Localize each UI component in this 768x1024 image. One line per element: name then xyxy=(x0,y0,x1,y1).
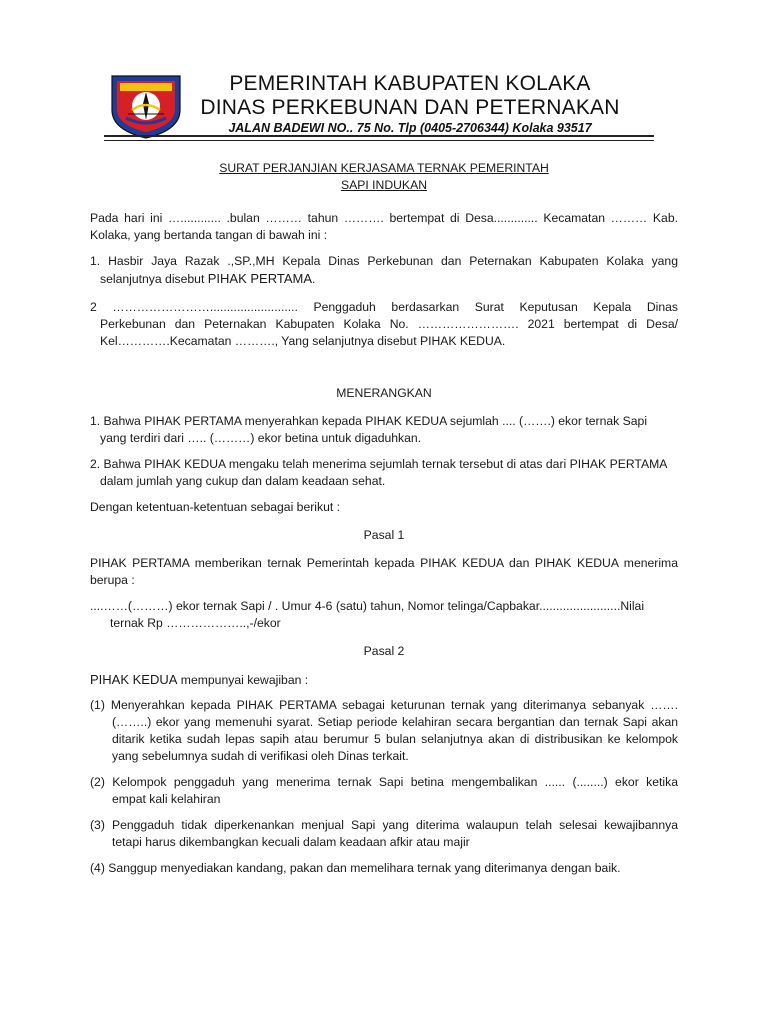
agreement-document xyxy=(90,160,678,877)
pasal-1-line-4: ternak Rp ………………..,-/ekor xyxy=(110,616,281,630)
party-two-line-2: Perkebunan dan Peternakan Kabupaten Kolaka No. ……………………. 2021 bertempat di Desa/ xyxy=(100,317,678,331)
pasal-1-line-2: berupa : xyxy=(90,573,135,587)
obligation-1-line-3: ditarik ketika sudah lepas sapih atau berumur 5 bulan selanjutnya akan di distribusikan ke kelompok xyxy=(112,732,678,746)
header-rule-thin xyxy=(104,140,654,141)
party-one-line-2 xyxy=(90,270,678,288)
obligation-1-line-1: (1) Menyerahkan kepada PIHAK PERTAMA sebagai keturunan ternak yang diterimanya sebanyak ……. xyxy=(90,698,678,712)
obligation-2-line-2: empat kali kelahiran xyxy=(112,792,221,806)
intro-line-1: Pada hari ini …............ .bulan ……… tahun ………. bertempat di Desa............. Kecamatan ……… Kab. xyxy=(90,211,678,225)
government-name: PEMERINTAH KABUPATEN KOLAKA xyxy=(229,72,591,95)
section-menerangkan-heading: MENERANGKAN xyxy=(336,386,432,400)
department-name: DINAS PERKEBUNAN DAN PETERNAKAN xyxy=(200,96,620,119)
obligation-1-line-4: yang sebelumnya sudah di verifikasi oleh Dinas terkait. xyxy=(112,749,409,763)
obligations-intro xyxy=(90,671,678,689)
party-two-line-3: Kel………….Kecamatan ………., Yang selanjutnya disebut PIHAK KEDUA. xyxy=(100,334,506,348)
party-one-label: PIHAK PERTAMA xyxy=(207,271,313,286)
header-rule-thick xyxy=(104,135,654,137)
statement-two-line-2: dalam jumlah yang cukup dan dalam keadaan sehat. xyxy=(100,474,386,488)
obligation-4: (4) Sanggup menyediakan kandang, pakan dan memelihara ternak yang diterimanya dengan baik. xyxy=(90,861,621,875)
statement-one-line-1: 1. Bahwa PIHAK PERTAMA menyerahkan kepada PIHAK KEDUA sejumlah .... (…….) ekor ternak Sapi xyxy=(90,414,648,428)
obligation-3-line-1: (3) Penggaduh tidak diperkenankan menjual Sapi yang diterima walaupun telah selesai kewajibannya xyxy=(90,818,678,832)
obligations-intro-text: mempunyai kewajiban : xyxy=(177,673,309,687)
obligations-party-label: PIHAK KEDUA xyxy=(90,672,178,687)
department-address: JALAN BADEWI NO.. 75 No. Tlp (0405-2706344) Kolaka 93517 xyxy=(228,121,592,135)
statement-one-line-2: yang terdiri dari ….. (………) ekor betina untuk digaduhkan. xyxy=(100,431,422,445)
pasal-1-line-3: ....……(………) ekor ternak Sapi / . Umur 4-6 (satu) tahun, Nomor telinga/Capbakar........................Nilai xyxy=(90,599,645,613)
party-one-line-1: 1. Hasbir Jaya Razak .,SP.,MH Kepala Dinas Perkebunan dan Peternakan Kabupaten Kolaka yang xyxy=(90,254,678,268)
document-title: SURAT PERJANJIAN KERJASAMA TERNAK PEMERINTAH xyxy=(219,161,549,175)
kolaka-regency-emblem-icon xyxy=(108,70,184,140)
obligation-1-line-2: (……..) ekor yang memenuhi syarat. Setiap periode kelahiran secara bergantian dan ternak Sapi akan xyxy=(112,715,678,729)
pasal-2-heading: Pasal 2 xyxy=(363,644,405,658)
obligation-3-line-2: tetapi harus dikembangkan kecuali dalam keadaan afkir atau majir xyxy=(112,835,470,849)
party-one-suffix: . xyxy=(312,272,316,286)
provisions-intro: Dengan ketentuan-ketentuan sebagai berikut : xyxy=(90,500,341,514)
statement-two-line-1: 2. Bahwa PIHAK KEDUA mengaku telah menerima sejumlah ternak tersebut di atas dari PIHAK PERTAMA xyxy=(90,457,668,471)
pasal-1-heading: Pasal 1 xyxy=(363,528,405,542)
party-one-prefix: selanjutnya disebut xyxy=(100,272,208,286)
pasal-1-line-1: PIHAK PERTAMA memberikan ternak Pemerintah kepada PIHAK KEDUA dan PIHAK KEDUA menerima xyxy=(90,556,678,570)
document-subtitle: SAPI INDUKAN xyxy=(340,178,427,192)
obligation-2-line-1: (2) Kelompok penggaduh yang menerima ternak Sapi betina mengembalikan ...... (........) ekor ketika xyxy=(90,775,678,789)
party-two-line-1: 2 …………………….......................... Penggaduh berdasarkan Surat Keputusan Kepala Dinas xyxy=(90,300,678,314)
intro-line-2: Kolaka, yang bertanda tangan di bawah ini : xyxy=(90,228,328,242)
